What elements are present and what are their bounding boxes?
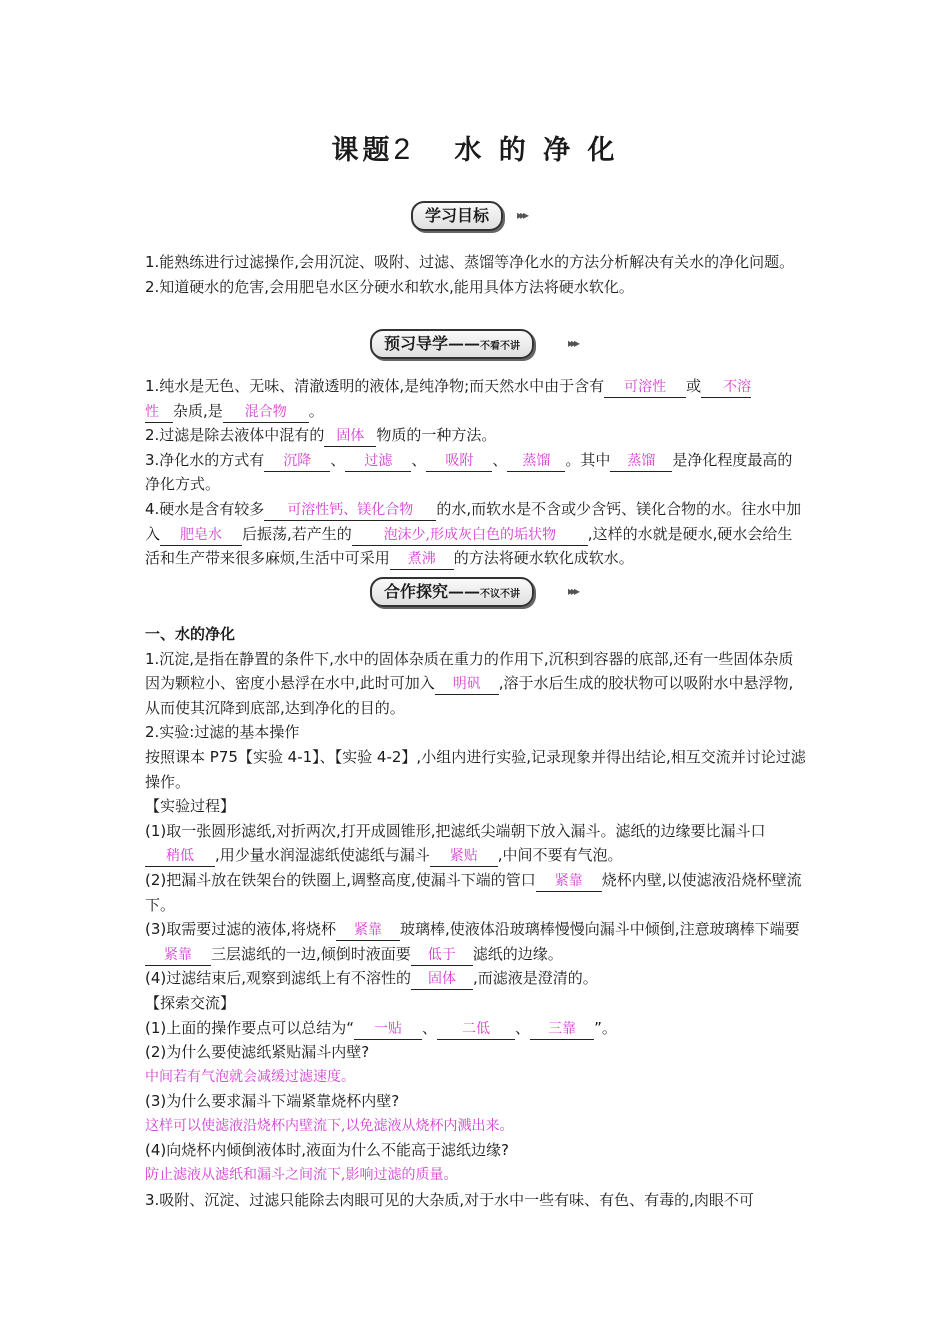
blank-answer: 三靠 (530, 1020, 594, 1040)
blank-answer: 煮沸 (390, 550, 454, 570)
text: 三层滤纸的一边,倾倒时液面要 (211, 944, 411, 963)
text: ,中间不要有气泡。 (497, 846, 623, 865)
blank-answer: 明矾 (435, 675, 499, 695)
text: (1)取一张圆形滤纸,对折两次,打开成圆锥形,把滤纸尖端朝下放入漏斗。滤纸的边缘要比漏斗口 (145, 821, 766, 840)
banner-preview (364, 326, 594, 360)
arrow-decoration-icon: ▸▸▸ (517, 208, 527, 222)
answer-3: 这样可以使滤液沿烧杯内壁流下,以免滤液从烧杯内溅出来。 (145, 1117, 514, 1134)
text: 后振荡,若产生的 (242, 524, 352, 543)
answer-4: 防止滤液从滤纸和漏斗之间流下,影响过滤的质量。 (145, 1167, 458, 1184)
question-3: (3)为什么要求漏斗下端紧靠烧杯内壁? (145, 1092, 400, 1111)
coop-item-1 (145, 647, 807, 721)
blank-answer: 肥皂水 (160, 526, 242, 546)
blank-answer: 紧贴 (430, 847, 498, 867)
step-1 (145, 819, 807, 868)
text: (4)过滤结束后,观察到滤纸上有不溶性的 (145, 969, 412, 988)
text: 、 (515, 1018, 531, 1037)
text: 物质的一种方法。 (376, 426, 497, 445)
text: 4.硬水是含有较多 (145, 499, 265, 518)
blank-answer: 低于 (411, 946, 473, 966)
blank-answer: 固体 (411, 970, 473, 990)
blank-answer: 二低 (437, 1020, 515, 1040)
blank-answer: 性 (145, 403, 173, 423)
banner-preview-main: 预习导学—— (384, 334, 481, 353)
banner-coop (364, 574, 594, 608)
text: 烧杯内壁,以使滤液沿烧杯壁流下。 (145, 870, 802, 914)
blank-answer: 可溶性钙、镁化合物 (264, 501, 436, 521)
goal-2: 2.知道硬水的危害,会用肥皂水区分硬水和软水,能用具体方法将硬水软化。 (145, 277, 634, 296)
text: ,用少量水润湿滤纸使滤纸与漏斗 (215, 846, 430, 865)
blank-answer: 蒸馏 (610, 452, 672, 472)
blank-answer: 沉降 (264, 452, 330, 472)
blank-answer: 稍低 (145, 847, 215, 867)
text: 滤纸的边缘。 (472, 944, 563, 963)
text: 、 (330, 450, 346, 469)
blank-answer: 吸附 (426, 452, 492, 472)
blank-answer: 混合物 (223, 403, 309, 423)
question-2: (2)为什么要使滤纸紧贴漏斗内壁? (145, 1043, 370, 1062)
text: 1.纯水是无色、无味、清澈透明的液体,是纯净物;而天然水中由于含有 (145, 377, 605, 395)
blank-answer: 固体 (324, 427, 376, 447)
text: 3.净化水的方式有 (145, 450, 265, 469)
step-4 (145, 966, 807, 991)
preview-section (145, 374, 807, 571)
banner-coop-label (370, 577, 534, 607)
section-heading: 一、水的净化 (145, 625, 236, 643)
text: 杂质,是 (173, 401, 223, 420)
goal-1: 1.能熟练进行过滤操作,会用沉淀、吸附、过滤、蒸馏等净化水的方法分析解决有关水的净化问题。 (145, 253, 795, 271)
text: 、 (422, 1018, 438, 1037)
text: ,这样的水就是硬水,硬水会给生活和生产带来很多麻烦,生活中可采用 (145, 524, 793, 568)
text: 、 (411, 450, 427, 469)
text: 。其中 (565, 450, 611, 469)
step-2 (145, 868, 807, 917)
banner-coop-main: 合作探究—— (384, 582, 481, 601)
arrow-decoration-icon: ▸▸▸ (568, 336, 578, 350)
goals-section (145, 250, 807, 299)
text: 、 (492, 450, 508, 469)
banner-preview-small: 不看不讲 (480, 341, 521, 352)
question-4: (4)向烧杯内倾倒液体时,液面为什么不能高于滤纸边缘? (145, 1141, 509, 1160)
banner-goals-label: 学习目标 (411, 201, 503, 231)
text: 的方法将硬水软化成软水。 (453, 549, 634, 568)
banner-preview-label (370, 329, 534, 359)
blank-answer: 紧靠 (336, 921, 400, 941)
blank-answer: 紧靠 (536, 872, 602, 892)
coop-item-2-desc: 按照课本 P75【实验 4-1】、【实验 4-2】,小组内进行实验,记录现象并得出结论,相互交流并讨论过滤操作。 (145, 747, 806, 791)
coop-section (145, 622, 807, 1212)
text: 或 (686, 377, 702, 395)
blank-answer: 一贴 (354, 1020, 422, 1040)
text: ,而滤液是澄清的。 (473, 969, 598, 988)
blank-answer: 泡沫少,形成灰白色的垢状物 (352, 526, 588, 546)
coop-item-3: 3.吸附、沉淀、过滤只能除去肉眼可见的大杂质,对于水中一些有味、有色、有毒的,肉眼不可 (145, 1190, 754, 1209)
preview-item-1 (145, 374, 807, 423)
text: (2)把漏斗放在铁架台的铁圈上,调整高度,使漏斗下端的管口 (145, 870, 536, 889)
text: (1)上面的操作要点可以总结为“ (145, 1018, 355, 1037)
answer-2: 中间若有气泡就会减缓过滤速度。 (145, 1068, 355, 1085)
text: 的水,而软水是不含或少含钙、镁化合物的水。往水中加入 (145, 499, 802, 543)
blank-answer: 紧靠 (145, 946, 211, 966)
page-title (0, 128, 950, 167)
preview-item-2 (145, 423, 807, 448)
title-text: 水 的 净 化 (454, 135, 619, 166)
blank-answer: 不溶 (701, 378, 751, 398)
banner-coop-small: 不议不讲 (480, 589, 521, 600)
text: 2.过滤是除去液体中混有的 (145, 426, 325, 445)
text: ,溶于水后生成的胶状物可以吸附水中悬浮物,从而使其沉降到底部,达到净化的目的。 (145, 674, 794, 717)
title-prefix: 课题 (331, 135, 394, 166)
text: ”。 (594, 1018, 617, 1037)
blank-answer: 可溶性 (604, 378, 686, 398)
text: 1.沉淀,是指在静置的条件下,水中的固体杂质在重力的作用下,沉积到容器的底部,还有一些固体杂质因为颗粒小、密度小悬浮在水中,此时可加入 (145, 649, 794, 693)
text: 是净化程度最高的净化方式。 (145, 450, 793, 494)
blank-answer: 过滤 (345, 452, 411, 472)
question-1 (145, 1016, 807, 1041)
coop-item-2: 2.实验:过滤的基本操作 (145, 723, 300, 742)
title-number: 2 (393, 133, 415, 166)
preview-item-3 (145, 448, 807, 497)
text: 玻璃棒,使液体沿玻璃棒慢慢向漏斗中倾倒,注意玻璃棒下端要 (400, 920, 800, 939)
arrow-decoration-icon: ▸▸▸ (568, 584, 578, 598)
preview-item-4 (145, 497, 807, 571)
process-heading: 【实验过程】 (145, 797, 236, 816)
text: 。 (308, 401, 324, 420)
step-3 (145, 917, 807, 966)
blank-answer: 蒸馏 (507, 452, 565, 472)
text: (3)取需要过滤的液体,将烧杯 (145, 920, 337, 939)
discussion-heading: 【探索交流】 (145, 993, 236, 1012)
banner-goals (405, 198, 545, 232)
